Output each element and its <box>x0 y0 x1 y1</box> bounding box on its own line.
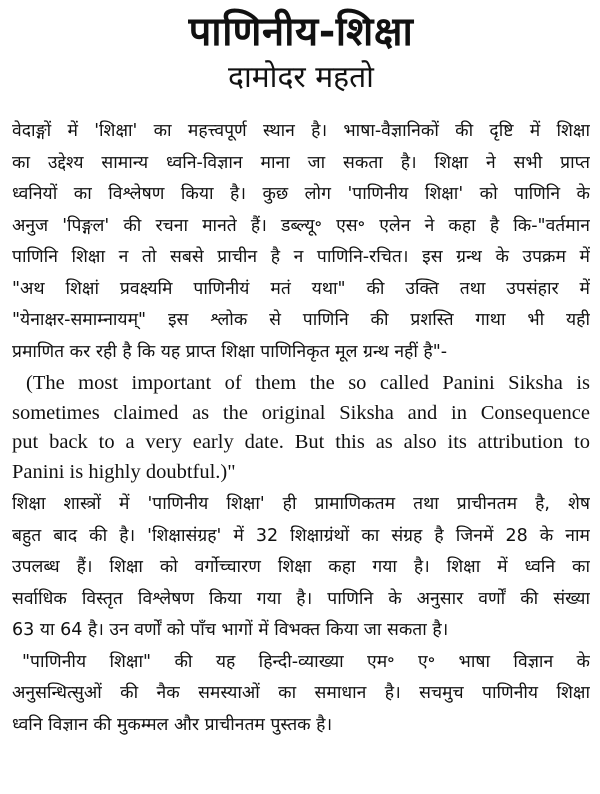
text-line: 63 या 64 है। उन वर्णों को पाँच भागों में विभक्त किया जा सकता है। <box>12 620 449 640</box>
text-line: ध्वनियों का विश्लेषण किया है। कुछ लोग 'पाणिनीय शिक्षा' को पाणिनि के <box>12 184 590 204</box>
english-quote <box>12 369 590 487</box>
text-line: बहुत बाद की है। 'शिक्षासंग्रह' में 32 शिक्षाग्रंथों का संग्रह है जिनमें 28 के नाम <box>12 525 590 546</box>
text-line: पाणिनि शिक्षा न तो सबसे प्राचीन है न पाणिनि-रचित। इस ग्रन्थ के उपक्रम में <box>12 247 590 267</box>
author-name: दामोदर महतो <box>228 60 374 95</box>
text-line: अनुज 'पिङ्गल' की रचना मानते हैं। डब्ल्यू॰ एस॰ एलेन ने कहा है कि-"वर्तमान <box>12 215 590 236</box>
text-line: "येनाक्षर-समाम्नायम्" इस श्लोक से पाणिनि की प्रशस्ति गाथा भी यही <box>12 310 590 330</box>
text-line: शिक्षा शास्त्रों में 'पाणिनीय शिक्षा' ही प्रामाणिकतम तथा प्राचीनतम है, शेष <box>12 494 590 514</box>
text-line: "अथ शिक्षां प्रवक्ष्यमि पाणिनीयं मतं यथा" की उक्ति तथा उपसंहार में <box>12 278 590 299</box>
shiksha-paragraph <box>12 489 590 647</box>
intro-paragraph <box>12 116 590 368</box>
text-line: अनुसन्धित्सुओं की नैक समस्याओं का समाधान है। सचमुच पाणिनीय शिक्षा <box>12 683 590 703</box>
book-title: पाणिनीय-शिक्षा <box>188 9 414 55</box>
text-line: वेदाङ्गों में 'शिक्षा' का महत्त्वपूर्ण स्थान है। भाषा-वैज्ञानिकों की दृष्टि में शिक्षा <box>12 121 590 141</box>
text-line: सर्वाधिक विस्तृत विश्लेषण किया गया है। पाणिनि के अनुसार वर्णों की संख्या <box>12 588 590 609</box>
text-line: "पाणिनीय शिक्षा" की यह हिन्दी-व्याख्या एम॰ ए॰ भाषा विज्ञान के <box>22 651 590 672</box>
text-line: प्रमाणित कर रही है कि यह प्राप्त शिक्षा पाणिनिकृत मूल ग्रन्थ नहीं है"- <box>12 341 448 362</box>
quote-line: sometimes claimed as the original Siksha and in Consequence <box>12 401 590 424</box>
quote-line: put back to a very early date. But this as also its attribution to <box>12 431 590 453</box>
text-line: उपलब्ध हैं। शिक्षा को वर्गोच्चारण शिक्षा कहा गया है। शिक्षा में ध्वनि का <box>12 557 590 577</box>
quote-line: Panini is highly doubtful.)" <box>12 460 236 483</box>
quote-line: (The most important of them the so called Panini Siksha is <box>26 372 590 394</box>
closing-paragraph <box>12 647 590 742</box>
text-line: का उद्देश्य सामान्य ध्वनि-विज्ञान माना जा सकता है। शिक्षा ने सभी प्राप्त <box>12 152 590 173</box>
text-line: ध्वनि विज्ञान की मुकम्मल और प्राचीनतम पुस्तक है। <box>12 714 333 735</box>
